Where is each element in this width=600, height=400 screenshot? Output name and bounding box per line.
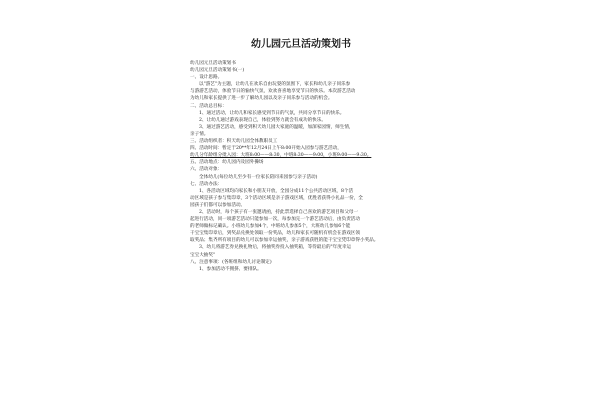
participants-detail: 全体幼儿(每位幼儿至少有一位家长陪同来园参与亲子活动) [199, 174, 318, 180]
document-body [190, 60, 412, 273]
paragraph-line: 与游游艺活动，体验节日的愉快气氛，欢欢喜喜地享受节日的快乐。本次游艺活动 [190, 89, 356, 95]
section-heading-6: 六、活动对象： [190, 167, 223, 173]
subsubtitle: 幼儿园元旦活动策划书(一) [190, 68, 245, 74]
paragraph-line: 为幼儿和家长提供了进一步了解幼儿园以及亲子同乐参与活动的机会。 [190, 96, 333, 102]
section-heading-5: 五、活动地点：幼儿园内及园外操场 [190, 160, 264, 166]
method-item: 3、幼儿将游艺券兑换礼物后，将抽奖券投入抽奖箱，等待最后的"年度幸运 [199, 245, 352, 251]
method-item-continued: 取奖品；集齐所有项目的幼儿可以参加幸运抽奖，亲子游戏获胜的能干宝宝凭印章得小奖品。 [190, 238, 379, 244]
section-heading-8: 八、注意事项：(各班组和幼儿讨论制定) [190, 259, 272, 265]
method-item-continued: 宝宝大抽奖" [190, 252, 216, 258]
goal-item: 1、通过活动，让幼儿和家长感受到节日的气氛，共同分享节日的快乐。 [199, 110, 345, 116]
section-heading-3: 三、活动组织者：积天幼儿园全体教职员工 [190, 139, 278, 145]
method-item-continued: 起进行活动，同一项游艺活动只能参加一次，每参加完一个游艺活动后，由负责活动 [190, 217, 360, 223]
section-heading-2: 二、活动总目标： [190, 103, 227, 109]
method-item-continued: 园孩子们都可以参加活动。 [190, 202, 246, 208]
goal-item: 2、让幼儿通过游戏表现自己，体验到努力就会有成功的快乐。 [199, 117, 326, 123]
document-title: 幼儿园元旦活动策划书 [251, 39, 351, 50]
section-heading-7: 七、活动办法： [190, 181, 223, 187]
note-item: 1、参加活动不拥挤、要排队。 [199, 266, 262, 272]
paragraph-line: 以"游艺"为主题，让幼儿在欢乐自由玩耍的氛围下，家长和幼儿亲子同乐参 [199, 82, 351, 88]
subtitle: 幼儿园元旦活动策划书 [190, 61, 236, 66]
method-item-continued: 动区域是孩子参与集印章，3个活动区域是亲子游戏区域，优胜者获得小礼品一份，全 [190, 195, 363, 201]
goal-item: 3、通过游艺活动，感受到积天幼儿园大家庭的温暖，加深家园情，师生情， [199, 124, 354, 130]
document-page [190, 38, 412, 390]
schedule-line: 幼儿分年龄组分批入园：大班8:00——8:30，中班8:30——9:00，小班9:00——9:30。 [190, 153, 372, 159]
method-item-continued: 的老师做标记确认。小班幼儿参加4个，中班幼儿参加5个，大班幼儿参加6个能 [190, 224, 351, 230]
goal-item-continued: 亲子情。 [190, 131, 209, 137]
section-heading-4: 四、活动时间：暂定于20**年12月24日上午8:00开始入园参与游艺活动， [190, 146, 342, 152]
method-item-continued: 干宝宝集印章后，到奖品兑换处领取一份奖品，幼儿和家长可随机有机会在游戏区领 [190, 231, 360, 237]
method-item: 1、各活动区域均向家长和小朋友开放，全园分成11个公共活动区域，8个活 [199, 188, 354, 194]
method-item: 2、活动时，每个孩子有一张邀请函，持此票选择自己喜欢的游艺项目和父母一 [199, 209, 359, 215]
section-heading-1: 一、设计思路。 [190, 75, 223, 81]
